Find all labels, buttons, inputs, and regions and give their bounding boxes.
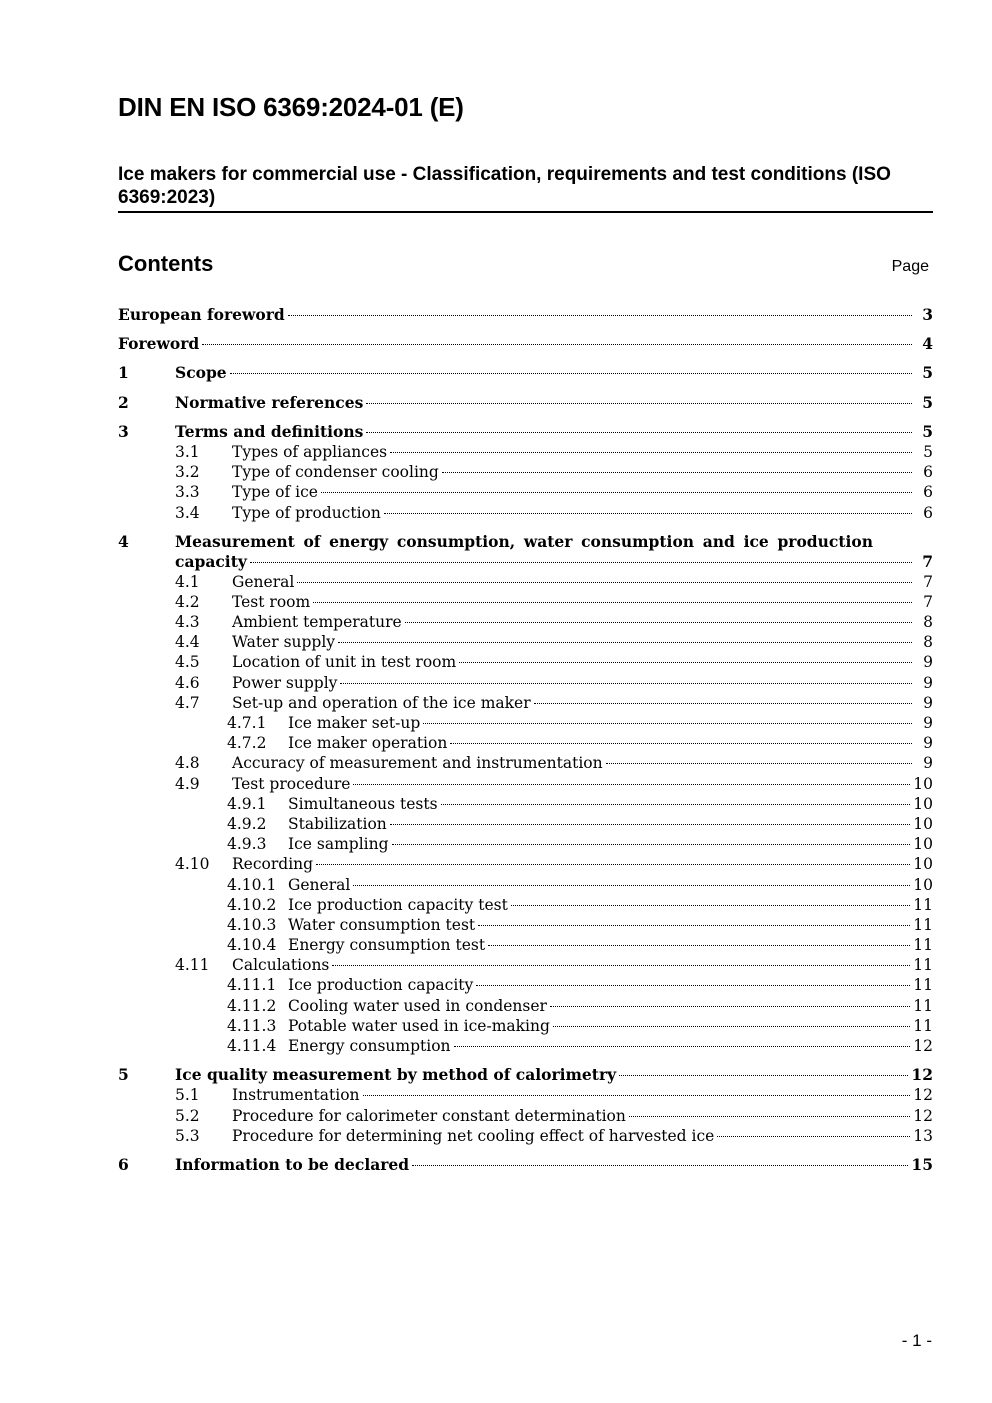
toc-entry-title: Procedure for determining net cooling effect of harvested ice — [232, 1126, 715, 1145]
toc-entry-3-1[interactable] — [118, 442, 933, 462]
dot-leader — [606, 763, 912, 764]
toc-entry-3-4[interactable] — [118, 503, 933, 523]
toc-entry-number: 4.7 — [175, 693, 200, 712]
dot-leader — [384, 513, 912, 514]
toc-entry-number: 1 — [118, 363, 129, 383]
toc-entry-title: Ice quality measurement by method of calorimetry — [175, 1065, 617, 1085]
dot-leader — [250, 562, 912, 563]
toc-entry-4-10[interactable] — [118, 854, 933, 874]
toc-entry-page: 11 — [913, 915, 933, 934]
toc-entry-title: Type of ice — [232, 483, 318, 502]
toc-entry-4-10-3[interactable] — [118, 915, 933, 935]
document-id: DIN EN ISO 6369:2024-01 (E) — [118, 92, 464, 122]
toc-entry-title: Power supply — [232, 673, 338, 692]
toc-entry-number: 3 — [118, 421, 129, 441]
toc-entry-number: 4.2 — [175, 592, 200, 611]
toc-entry-1[interactable] — [118, 363, 933, 383]
toc-entry-title: Ice maker set-up — [288, 714, 421, 732]
toc-entry-page: 7 — [922, 551, 933, 571]
toc-entry-number: 4.9 — [175, 774, 200, 793]
toc-entry-page: 10 — [913, 794, 933, 813]
toc-entry-title: Accuracy of measurement and instrumentation — [232, 754, 603, 773]
toc-entry-page: 10 — [913, 814, 933, 833]
toc-entry-title: Cooling water used in condenser — [288, 996, 547, 1015]
toc-entry-5[interactable] — [118, 1065, 933, 1085]
toc-entry-title: Recording — [232, 855, 314, 874]
toc-entry-page: 15 — [911, 1154, 933, 1174]
dot-leader — [553, 1026, 910, 1027]
toc-entry-page: 10 — [913, 855, 933, 874]
toc-entry-number: 4.10.4 — [227, 936, 277, 955]
toc-entry-page: 10 — [913, 835, 933, 854]
toc-entry-page: 12 — [913, 1106, 933, 1125]
toc-entry-page: 11 — [913, 996, 933, 1015]
toc-entry-title: Normative references — [175, 392, 364, 412]
toc-entry-number: 4.9.3 — [227, 835, 267, 854]
toc-entry-number: 4.9.1 — [227, 794, 267, 813]
toc-entry-title: Location of unit in test room — [232, 653, 457, 672]
dot-leader — [338, 642, 912, 643]
toc-entry-page: 7 — [923, 592, 933, 611]
toc-entry-page: 9 — [923, 714, 933, 732]
toc-entry-page: 11 — [913, 1016, 933, 1035]
toc-entry-title: Calculations — [232, 956, 330, 975]
toc-entry-4-10-1[interactable] — [118, 875, 933, 895]
toc-entry-title: Ice maker operation — [288, 734, 448, 753]
toc-entry-page: 12 — [911, 1065, 933, 1085]
dot-leader — [511, 905, 910, 906]
toc-entry-number: 4.10.1 — [227, 875, 277, 894]
toc-entry-4-3[interactable] — [118, 612, 933, 632]
toc-entry-page: 9 — [923, 734, 933, 753]
toc-entry-4-10-2[interactable] — [118, 895, 933, 915]
toc-entry-page: 6 — [923, 463, 933, 482]
toc-entry-page: 4 — [922, 334, 933, 354]
dot-leader — [392, 844, 911, 845]
toc-entry-european-foreword[interactable] — [118, 305, 933, 325]
toc-entry-number: 4.11.1 — [227, 976, 277, 995]
toc-entry-page: 12 — [913, 1037, 933, 1055]
toc-entry-page: 10 — [913, 774, 933, 793]
toc-entry-4-11[interactable] — [118, 955, 933, 975]
toc-entry-title: Type of condenser cooling — [232, 463, 439, 482]
toc-entry-title: Ambient temperature — [232, 613, 402, 632]
toc-entry-title: Foreword — [118, 334, 200, 354]
toc-entry-title: Set-up and operation of the ice maker — [232, 693, 531, 712]
toc-entry-title: Energy consumption — [288, 1037, 451, 1055]
dot-leader — [390, 824, 910, 825]
toc-entry-title: General — [288, 875, 351, 894]
toc-entry-title-line1: Measurement of energy consumption, water consumption and ice production — [175, 531, 873, 551]
toc-entry-4-8[interactable] — [118, 753, 933, 773]
page-column-label: Page — [891, 258, 929, 275]
toc-entry-title: capacity — [175, 551, 247, 571]
toc-entry-number: 4.11.4 — [227, 1037, 277, 1055]
toc-entry-number: 4 — [118, 531, 129, 551]
toc-entry-title: Ice sampling — [288, 835, 389, 854]
dot-leader — [442, 472, 912, 473]
toc-entry-page: 5 — [922, 392, 933, 412]
toc-entry-title: Test procedure — [232, 774, 351, 793]
toc-entry-title: Procedure for calorimeter constant determination — [232, 1106, 626, 1125]
dot-leader — [353, 885, 910, 886]
toc-entry-number: 4.9.2 — [227, 814, 267, 833]
toc-entry-page: 9 — [923, 754, 933, 773]
toc-entry-number: 5.3 — [175, 1126, 200, 1145]
toc-entry-4-11-1[interactable] — [118, 975, 933, 995]
dot-leader — [353, 784, 910, 785]
toc-entry-title: Simultaneous tests — [288, 794, 438, 813]
toc-entry-number: 4.11 — [175, 956, 210, 975]
toc-entry-number: 3.4 — [175, 503, 200, 522]
toc-entry-number: 4.8 — [175, 754, 200, 773]
toc-entry-title: European foreword — [118, 305, 285, 324]
toc-entry-title: Test room — [232, 592, 311, 611]
dot-leader — [405, 622, 912, 623]
dot-leader — [450, 743, 912, 744]
dot-leader — [390, 452, 912, 453]
toc-entry-4-2[interactable] — [118, 592, 933, 612]
dot-leader — [412, 1165, 908, 1166]
document-title: Ice makers for commercial use - Classification, requirements and test conditions (ISO 6369:2023) — [118, 163, 933, 213]
toc-entry-title: Water supply — [232, 633, 336, 652]
toc-entry-page: 6 — [923, 503, 933, 522]
toc-entry-4-7-1[interactable] — [118, 713, 933, 733]
toc-entry-page: 11 — [913, 936, 933, 955]
contents-heading: Contents — [118, 251, 214, 276]
toc-entry-4-11-4[interactable] — [118, 1036, 933, 1056]
dot-leader — [441, 804, 911, 805]
toc-entry-page: 6 — [923, 483, 933, 502]
dot-leader — [363, 1095, 911, 1096]
dot-leader — [316, 864, 910, 865]
dot-leader — [340, 683, 912, 684]
toc-entry-number: 4.7.1 — [227, 714, 267, 732]
toc-entry-title: Terms and definitions — [175, 421, 364, 441]
toc-entry-foreword[interactable] — [118, 334, 933, 354]
toc-entry-page: 9 — [923, 673, 933, 692]
toc-entry-number: 3.2 — [175, 463, 200, 482]
dot-leader — [454, 1046, 911, 1047]
toc-entry-page: 13 — [913, 1126, 933, 1145]
toc-entry-4-5[interactable] — [118, 652, 933, 672]
toc-entry-4-9[interactable] — [118, 774, 933, 794]
toc-entry-number: 4.10.3 — [227, 915, 277, 934]
toc-entry-title: Scope — [175, 363, 227, 383]
toc-entry-page: 7 — [923, 572, 933, 591]
dot-leader — [459, 662, 912, 663]
dot-leader — [534, 703, 912, 704]
toc-entry-4-10-4[interactable] — [118, 935, 933, 955]
toc-entry-4-11-2[interactable] — [118, 996, 933, 1016]
dot-leader — [366, 403, 912, 404]
toc-entry-page: 11 — [913, 956, 933, 975]
page-number: - 1 - — [901, 1331, 932, 1350]
toc-entry-3[interactable] — [118, 422, 933, 442]
toc-entry-number: 4.10 — [175, 855, 210, 874]
toc-entry-5-3[interactable] — [118, 1126, 933, 1146]
toc-entry-page: 10 — [913, 875, 933, 894]
toc-entry-number: 4.7.2 — [227, 734, 267, 753]
toc-entry-2[interactable] — [118, 393, 933, 413]
toc-entry-number: 6 — [118, 1154, 129, 1174]
toc-entry-number: 4.10.2 — [227, 895, 277, 914]
dot-leader — [297, 582, 912, 583]
toc-entry-page: 11 — [913, 976, 933, 995]
toc-entry-number: 4.6 — [175, 673, 200, 692]
dot-leader — [202, 344, 912, 345]
toc-entry-title: Ice production capacity test — [288, 895, 508, 914]
toc-entry-title: Water consumption test — [288, 915, 476, 934]
toc-entry-number: 4.11.2 — [227, 996, 277, 1015]
dot-leader — [230, 373, 912, 374]
dot-leader — [550, 1006, 910, 1007]
toc-entry-number: 5 — [118, 1065, 129, 1085]
toc-entry-title: Ice production capacity — [288, 976, 474, 995]
toc-entry-6[interactable] — [118, 1155, 933, 1175]
toc-entry-number: 3.3 — [175, 483, 200, 502]
toc-entry-5-1[interactable] — [118, 1085, 933, 1105]
toc-entry-number: 4.4 — [175, 633, 200, 652]
toc-entry-title: Instrumentation — [232, 1086, 360, 1105]
dot-leader — [619, 1075, 908, 1076]
toc-entry-number: 4.1 — [175, 572, 200, 591]
toc-entry-page: 5 — [922, 363, 933, 383]
toc-entry-number: 3.1 — [175, 442, 200, 461]
dot-leader — [488, 945, 910, 946]
toc-entry-page: 12 — [913, 1086, 933, 1105]
toc-entry-number: 4.11.3 — [227, 1016, 277, 1035]
dot-leader — [478, 925, 910, 926]
toc-entry-title: Stabilization — [288, 814, 387, 833]
toc-entry-4-6[interactable] — [118, 673, 933, 693]
toc-entry-4-9-1[interactable] — [118, 794, 933, 814]
toc-entry-page: 8 — [923, 613, 933, 632]
dot-leader — [366, 432, 912, 433]
toc-entry-number: 2 — [118, 392, 129, 412]
table-of-contents — [118, 305, 933, 1175]
toc-entry-4[interactable] — [118, 532, 933, 572]
toc-entry-number: 4.3 — [175, 613, 200, 632]
dot-leader — [321, 492, 912, 493]
toc-entry-title: General — [232, 572, 295, 591]
toc-entry-title: Types of appliances — [232, 442, 388, 461]
toc-entry-page: 5 — [923, 442, 933, 461]
toc-entry-title: Potable water used in ice-making — [288, 1016, 550, 1035]
dot-leader — [629, 1116, 910, 1117]
dot-leader — [288, 315, 912, 316]
toc-entry-4-7-2[interactable] — [118, 733, 933, 753]
toc-entry-number: 4.5 — [175, 653, 200, 672]
toc-entry-4-9-2[interactable] — [118, 814, 933, 834]
toc-entry-4-4[interactable] — [118, 632, 933, 652]
dot-leader — [717, 1136, 910, 1137]
toc-entry-title: Information to be declared — [175, 1154, 410, 1174]
toc-entry-title: Energy consumption test — [288, 936, 486, 955]
toc-entry-page: 3 — [922, 305, 933, 324]
dot-leader — [423, 723, 912, 724]
toc-entry-3-2[interactable] — [118, 462, 933, 482]
toc-entry-title: Type of production — [232, 503, 381, 522]
dot-leader — [332, 965, 910, 966]
toc-entry-page: 9 — [923, 693, 933, 712]
toc-entry-4-9-3[interactable] — [118, 834, 933, 854]
toc-entry-4-7[interactable] — [118, 693, 933, 713]
toc-entry-4-11-3[interactable] — [118, 1016, 933, 1036]
toc-entry-page: 11 — [913, 895, 933, 914]
toc-entry-page: 9 — [923, 653, 933, 672]
toc-entry-page: 5 — [922, 421, 933, 441]
dot-leader — [476, 985, 910, 986]
dot-leader — [313, 602, 912, 603]
toc-entry-5-2[interactable] — [118, 1106, 933, 1126]
toc-entry-number: 5.2 — [175, 1106, 200, 1125]
toc-entry-3-3[interactable] — [118, 482, 933, 502]
toc-entry-page: 8 — [923, 633, 933, 652]
toc-entry-4-1[interactable] — [118, 572, 933, 592]
toc-entry-number: 5.1 — [175, 1086, 200, 1105]
